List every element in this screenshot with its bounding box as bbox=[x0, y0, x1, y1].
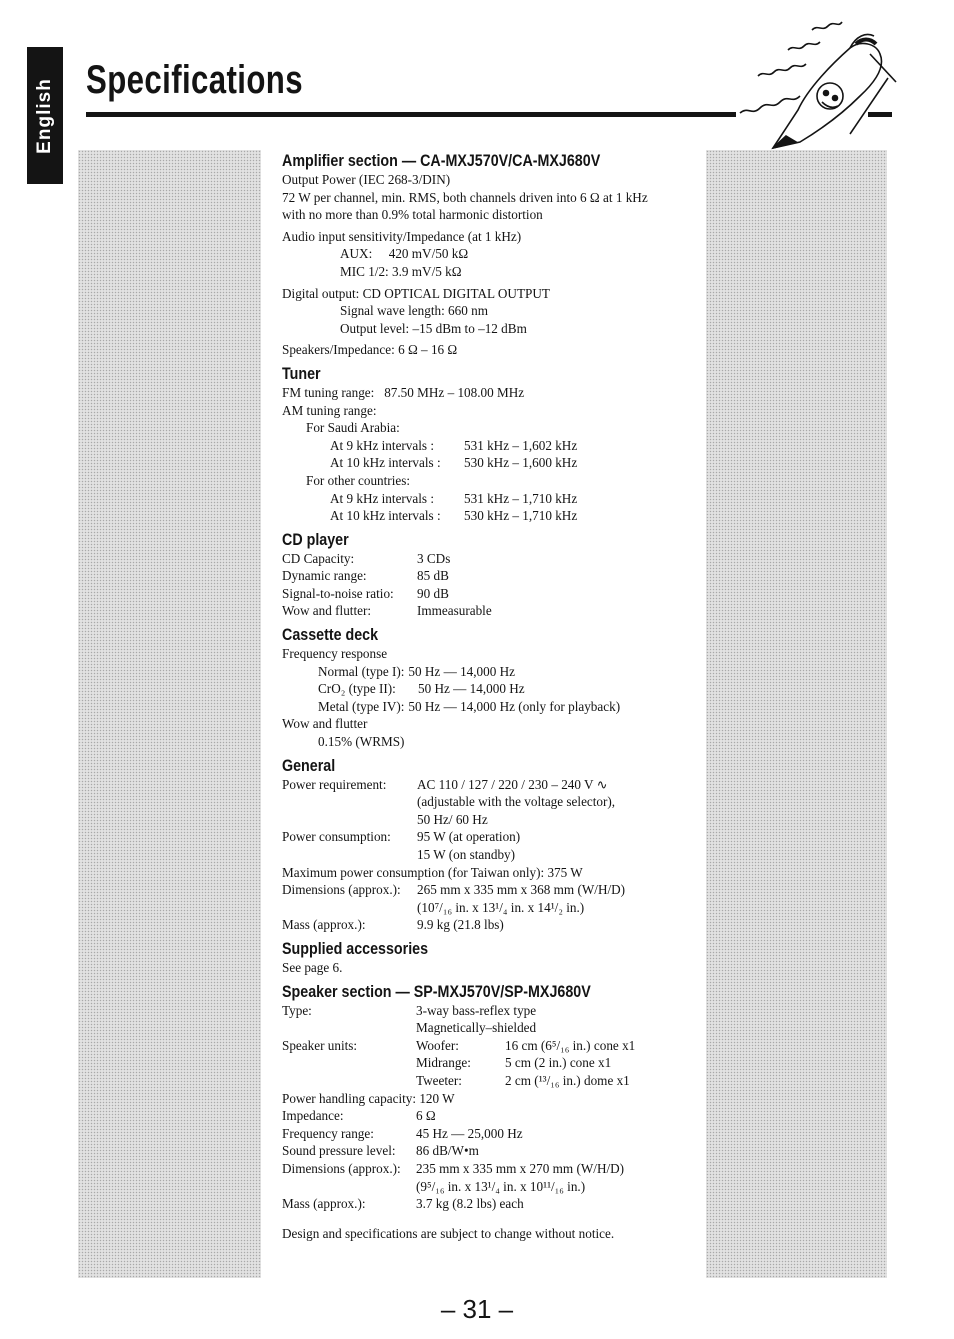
amplifier-section bbox=[282, 150, 702, 359]
interval-label: At 10 kHz intervals : bbox=[330, 508, 441, 524]
spec-value: (adjustable with the voltage selector), bbox=[417, 794, 616, 810]
list-item bbox=[282, 550, 702, 568]
digital-output: Digital output: CD OPTICAL DIGITAL OUTPUT bbox=[282, 285, 550, 301]
spec-value: 85 dB bbox=[417, 568, 449, 584]
am-range-label: AM tuning range: bbox=[282, 402, 377, 418]
list-item bbox=[282, 567, 702, 585]
spec-value: 95 W (at operation) bbox=[417, 829, 521, 845]
spec-label: Impedance: bbox=[282, 1108, 344, 1124]
tape-type-value: 50 Hz — 14,000 Hz bbox=[418, 681, 525, 697]
spec-value: (9⁵/₁₆ in. x 13¹/₄ in. x 10¹¹/₁₆ in.) bbox=[416, 1178, 586, 1194]
spec-value: 6 Ω bbox=[416, 1108, 436, 1124]
unit-label: Midrange: bbox=[416, 1055, 471, 1071]
speaker-section bbox=[282, 981, 702, 1213]
frequency-response-label: Frequency response bbox=[282, 646, 388, 662]
accessories-section bbox=[282, 938, 702, 977]
interval-label: At 9 kHz intervals : bbox=[330, 437, 435, 453]
spec-label: Wow and flutter: bbox=[282, 603, 372, 619]
spec-value: 86 dB/W•m bbox=[416, 1143, 479, 1159]
spec-value: AC 110 / 127 / 220 / 230 – 240 V ∿ bbox=[417, 776, 608, 792]
wow-flutter-value: 0.15% (WRMS) bbox=[318, 734, 405, 750]
spec-value: Immeasurable bbox=[417, 603, 492, 619]
cassette-deck-section bbox=[282, 624, 702, 751]
accessories-heading: Supplied accessories bbox=[282, 938, 429, 958]
spec-label: Dimensions (approx.): bbox=[282, 882, 401, 898]
page-number: – 31 – bbox=[440, 1294, 514, 1324]
region-other: For other countries: bbox=[306, 472, 411, 488]
list-item bbox=[282, 1072, 702, 1090]
spec-value: 3.7 kg (8.2 lbs) each bbox=[416, 1196, 524, 1212]
decorative-shade-left bbox=[78, 150, 261, 1278]
spec-value: 3-way bass-reflex type bbox=[416, 1002, 537, 1018]
output-power-line: with no more than 0.9% total harmonic distortion bbox=[282, 207, 543, 223]
audio-input-label: Audio input sensitivity/Impedance (at 1 kHz) bbox=[282, 228, 522, 244]
language-tab bbox=[27, 47, 63, 184]
list-item bbox=[282, 1002, 702, 1020]
list-item bbox=[282, 1037, 702, 1055]
spec-value: 9.9 kg (21.8 lbs) bbox=[417, 917, 504, 933]
accessories-text: See page 6. bbox=[282, 959, 343, 975]
tape-type-value: 50 Hz — 14,000 Hz bbox=[408, 663, 516, 679]
footer-note: Design and specifications are subject to change without notice. bbox=[282, 1225, 615, 1241]
unit-value: 2 cm (¹³/₁₆ in.) dome x1 bbox=[505, 1072, 630, 1088]
spec-label: Mass (approx.): bbox=[282, 917, 366, 933]
decorative-shade-right bbox=[706, 150, 887, 1278]
spec-value: 235 mm x 335 mm x 270 mm (W/H/D) bbox=[416, 1160, 625, 1176]
tuner-section bbox=[282, 363, 702, 525]
spec-value: Magnetically–shielded bbox=[416, 1020, 537, 1036]
spec-label: Power requirement: bbox=[282, 776, 387, 792]
specifications-content bbox=[282, 150, 702, 1242]
aux-input: AUX: 420 mV/50 kΩ bbox=[340, 246, 469, 262]
list-item bbox=[282, 776, 702, 794]
mic-input: MIC 1/2: 3.9 mV/5 kΩ bbox=[340, 263, 462, 279]
spec-label: Speaker units: bbox=[282, 1037, 358, 1053]
output-power-line: 72 W per channel, min. RMS, both channels driven into 6 Ω at 1 kHz bbox=[282, 189, 648, 205]
spec-label: Signal-to-noise ratio: bbox=[282, 585, 394, 601]
tape-type-label: CrO₂ (type II): bbox=[318, 681, 396, 697]
list-item bbox=[282, 507, 702, 525]
output-power-label: Output Power (IEC 268-3/DIN) bbox=[282, 172, 451, 187]
tape-type-label: Metal (type IV): bbox=[318, 698, 405, 714]
spec-value: 45 Hz — 25,000 Hz bbox=[416, 1125, 523, 1141]
list-item bbox=[282, 1195, 702, 1213]
speakers-impedance: Speakers/Impedance: 6 Ω – 16 Ω bbox=[282, 342, 458, 358]
page-title: Specifications bbox=[86, 58, 303, 102]
spec-value: 15 W (on standby) bbox=[417, 847, 516, 862]
list-item bbox=[282, 1142, 702, 1160]
unit-label: Tweeter: bbox=[416, 1072, 462, 1088]
region-saudi: For Saudi Arabia: bbox=[306, 420, 400, 436]
list-item bbox=[282, 1054, 702, 1072]
spec-label: Type: bbox=[282, 1002, 312, 1018]
cassette-deck-heading: Cassette deck bbox=[282, 625, 379, 645]
list-item bbox=[282, 490, 702, 508]
language-tab-label: English bbox=[34, 77, 55, 154]
cd-player-section bbox=[282, 529, 702, 620]
spec-value: 3 CDs bbox=[417, 550, 451, 566]
spec-value: (10⁷/₁₆ in. x 13¹/₄ in. x 14¹/₂ in.) bbox=[417, 899, 585, 915]
wow-flutter-label: Wow and flutter bbox=[282, 716, 368, 732]
mascot-illustration bbox=[738, 18, 898, 160]
list-item bbox=[282, 454, 702, 472]
spec-value: 50 Hz/ 60 Hz bbox=[417, 811, 488, 827]
unit-label: Woofer: bbox=[416, 1037, 459, 1053]
spec-value: 265 mm x 335 mm x 368 mm (W/H/D) bbox=[417, 882, 626, 898]
amplifier-heading: Amplifier section — CA-MXJ570V/CA-MXJ680V bbox=[282, 151, 601, 170]
list-item bbox=[282, 828, 702, 846]
interval-label: At 9 kHz intervals : bbox=[330, 490, 435, 506]
spec-label: Sound pressure level: bbox=[282, 1143, 396, 1159]
tape-type-label: Normal (type I): bbox=[318, 663, 405, 679]
general-section bbox=[282, 755, 702, 934]
interval-label: At 10 kHz intervals : bbox=[330, 455, 441, 471]
spec-label: Frequency range: bbox=[282, 1125, 374, 1141]
list-item bbox=[282, 698, 702, 716]
interval-value: 530 kHz – 1,710 kHz bbox=[464, 508, 578, 524]
list-item bbox=[282, 916, 702, 934]
title-rule bbox=[86, 112, 736, 117]
signal-wave-length: Signal wave length: 660 nm bbox=[340, 303, 488, 319]
cd-player-heading: CD player bbox=[282, 529, 349, 549]
list-item bbox=[282, 680, 702, 698]
unit-value: 16 cm (6⁵/₁₆ in.) cone x1 bbox=[505, 1037, 636, 1053]
spec-value: 90 dB bbox=[417, 585, 449, 601]
list-item bbox=[282, 437, 702, 455]
list-item bbox=[282, 1125, 702, 1143]
list-item bbox=[282, 663, 702, 681]
spec-label: Dynamic range: bbox=[282, 568, 367, 584]
speaker-heading: Speaker section — SP-MXJ570V/SP-MXJ680V bbox=[282, 981, 591, 1001]
spec-label: Dimensions (approx.): bbox=[282, 1160, 401, 1176]
general-heading: General bbox=[282, 755, 336, 775]
tape-type-value: 50 Hz — 14,000 Hz (only for playback) bbox=[408, 698, 621, 714]
list-item bbox=[282, 881, 702, 899]
list-item bbox=[282, 1160, 702, 1178]
list-item bbox=[282, 1107, 702, 1125]
interval-value: 531 kHz – 1,602 kHz bbox=[464, 437, 578, 453]
output-level: Output level: –15 dBm to –12 dBm bbox=[340, 320, 527, 336]
list-item bbox=[282, 585, 702, 603]
fm-range: FM tuning range: 87.50 MHz – 108.00 MHz bbox=[282, 384, 525, 400]
interval-value: 530 kHz – 1,600 kHz bbox=[464, 455, 578, 471]
power-handling: Power handling capacity: 120 W bbox=[282, 1090, 455, 1106]
tuner-heading: Tuner bbox=[282, 363, 321, 383]
max-power: Maximum power consumption (for Taiwan only): 375 W bbox=[282, 864, 583, 880]
spec-label: Mass (approx.): bbox=[282, 1196, 366, 1212]
list-item bbox=[282, 602, 702, 620]
unit-value: 5 cm (2 in.) cone x1 bbox=[505, 1055, 612, 1071]
spec-label: Power consumption: bbox=[282, 829, 391, 845]
interval-value: 531 kHz – 1,710 kHz bbox=[464, 490, 578, 506]
spec-label: CD Capacity: bbox=[282, 550, 355, 566]
